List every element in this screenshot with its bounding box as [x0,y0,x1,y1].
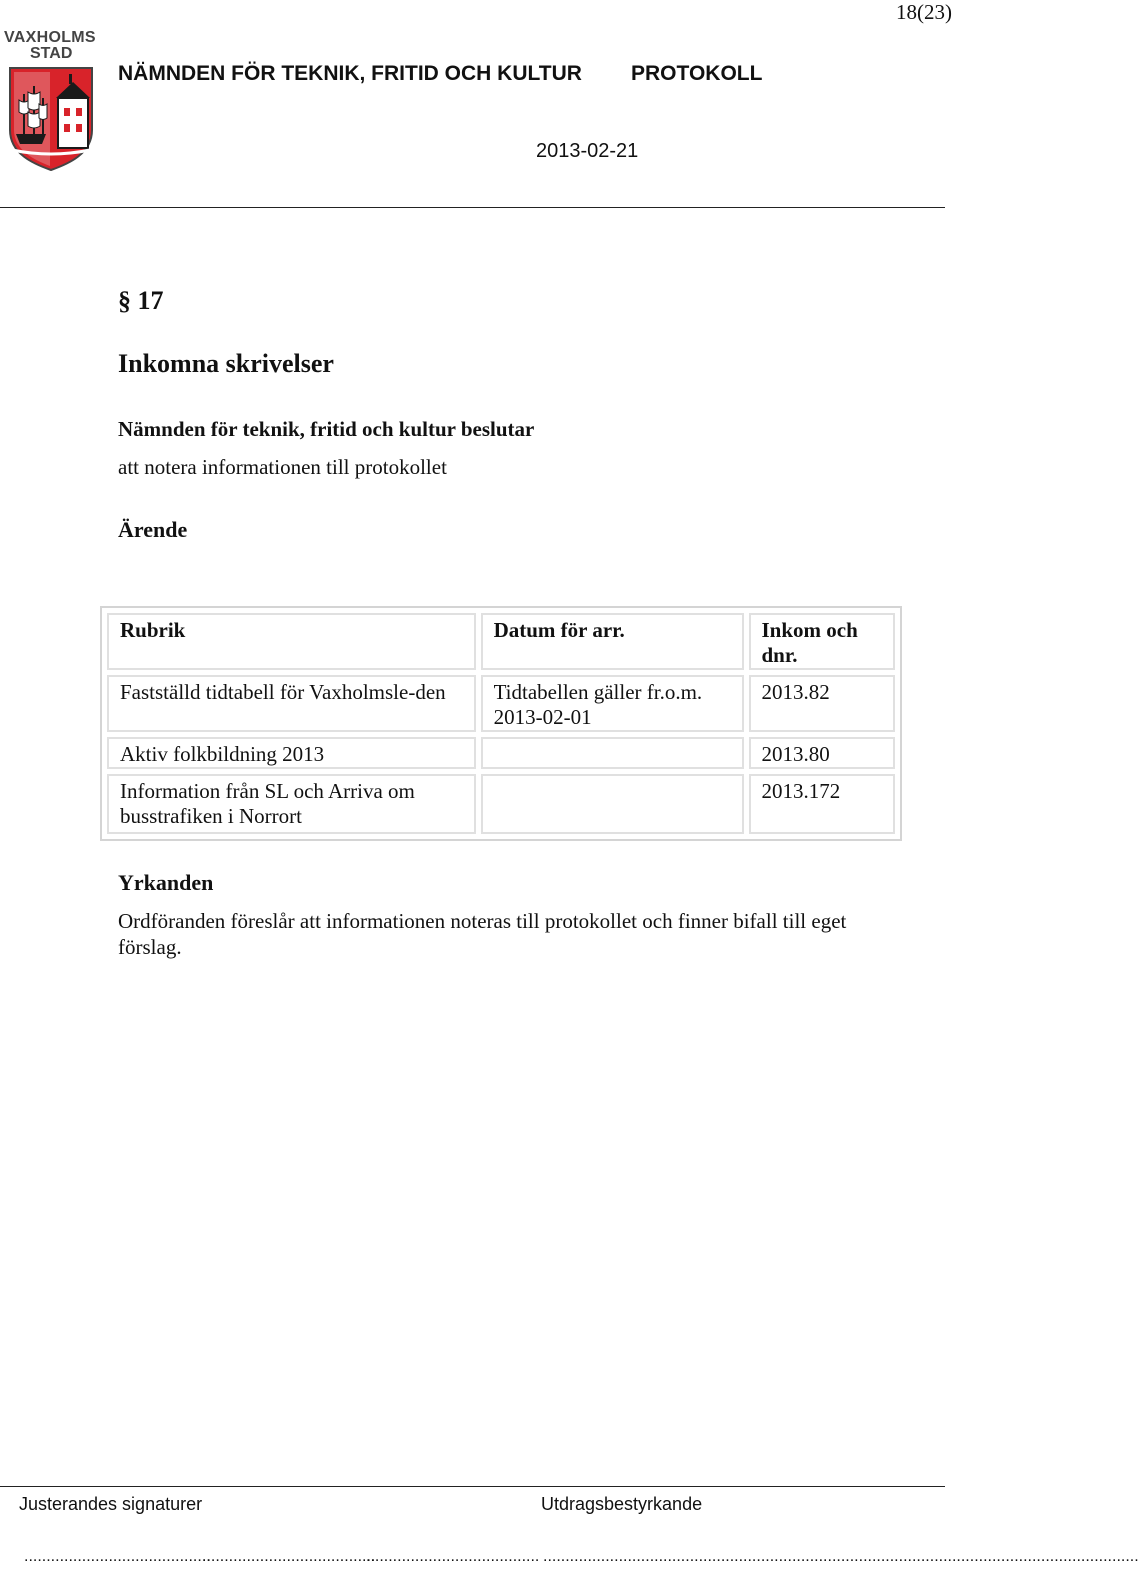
signatures-label: Justerandes signaturer [19,1494,203,1514]
table-cell: Fastställd tidtabell för Vaxholmsle-den [107,675,476,732]
extract-certification-label: Utdragsbestyrkande [541,1494,703,1514]
table-cell: 2013.172 [749,774,896,834]
footer-divider [0,1486,945,1487]
table-cell: 2013.80 [749,737,896,769]
municipality-name-line2: STAD [30,45,73,62]
committee-name: NÄMNDEN FÖR TEKNIK, FRITID OCH KULTUR [118,62,582,85]
document-type: PROTOKOLL [631,62,763,85]
paragraph-number: § 17 [118,286,164,315]
table-cell: Aktiv folkbildning 2013 [107,737,476,769]
table-cell [481,737,744,769]
signature-line: .......................................... [24,1548,211,1565]
page-number: 18(23) [896,0,952,24]
decision-heading: Nämnden för teknik, fritid och kultur beslutar [118,417,535,441]
table-row [107,737,895,769]
table-cell: 2013.82 [749,675,896,732]
table-row [107,774,895,834]
certification-line: ...................................................................................................................................... [543,1548,1139,1565]
column-header-datum: Datum för arr. [481,613,744,670]
header-divider [0,207,945,208]
table-cell: Tidtabellen gäller fr.o.m. 2013-02-01 [481,675,744,732]
table-row [107,675,895,732]
column-header-rubrik: Rubrik [107,613,476,670]
document-date: 2013-02-21 [536,140,639,162]
municipality-name-line1: VAXHOLMS [4,29,96,46]
municipality-logo [4,30,100,172]
incoming-letters-table [100,606,902,841]
decision-text: att notera informationen till protokollet [118,455,447,479]
proposals-text: Ordföranden föreslår att informationen noteras till protokollet och finner bifall till eget förslag. [118,909,847,959]
table-cell [481,774,744,834]
proposals-heading: Yrkanden [118,870,214,895]
section-title: Inkomna skrivelser [118,349,334,378]
table-header-row [107,613,895,670]
matter-heading: Ärende [118,517,188,542]
coat-of-arms-icon [6,64,96,172]
signature-line: ....................................... [202,1548,376,1565]
column-header-dnr: Inkom och dnr. [749,613,896,670]
signature-line: ....................................... [366,1548,540,1565]
table-cell: Information från SL och Arriva om busstrafiken i Norrort [107,774,476,834]
